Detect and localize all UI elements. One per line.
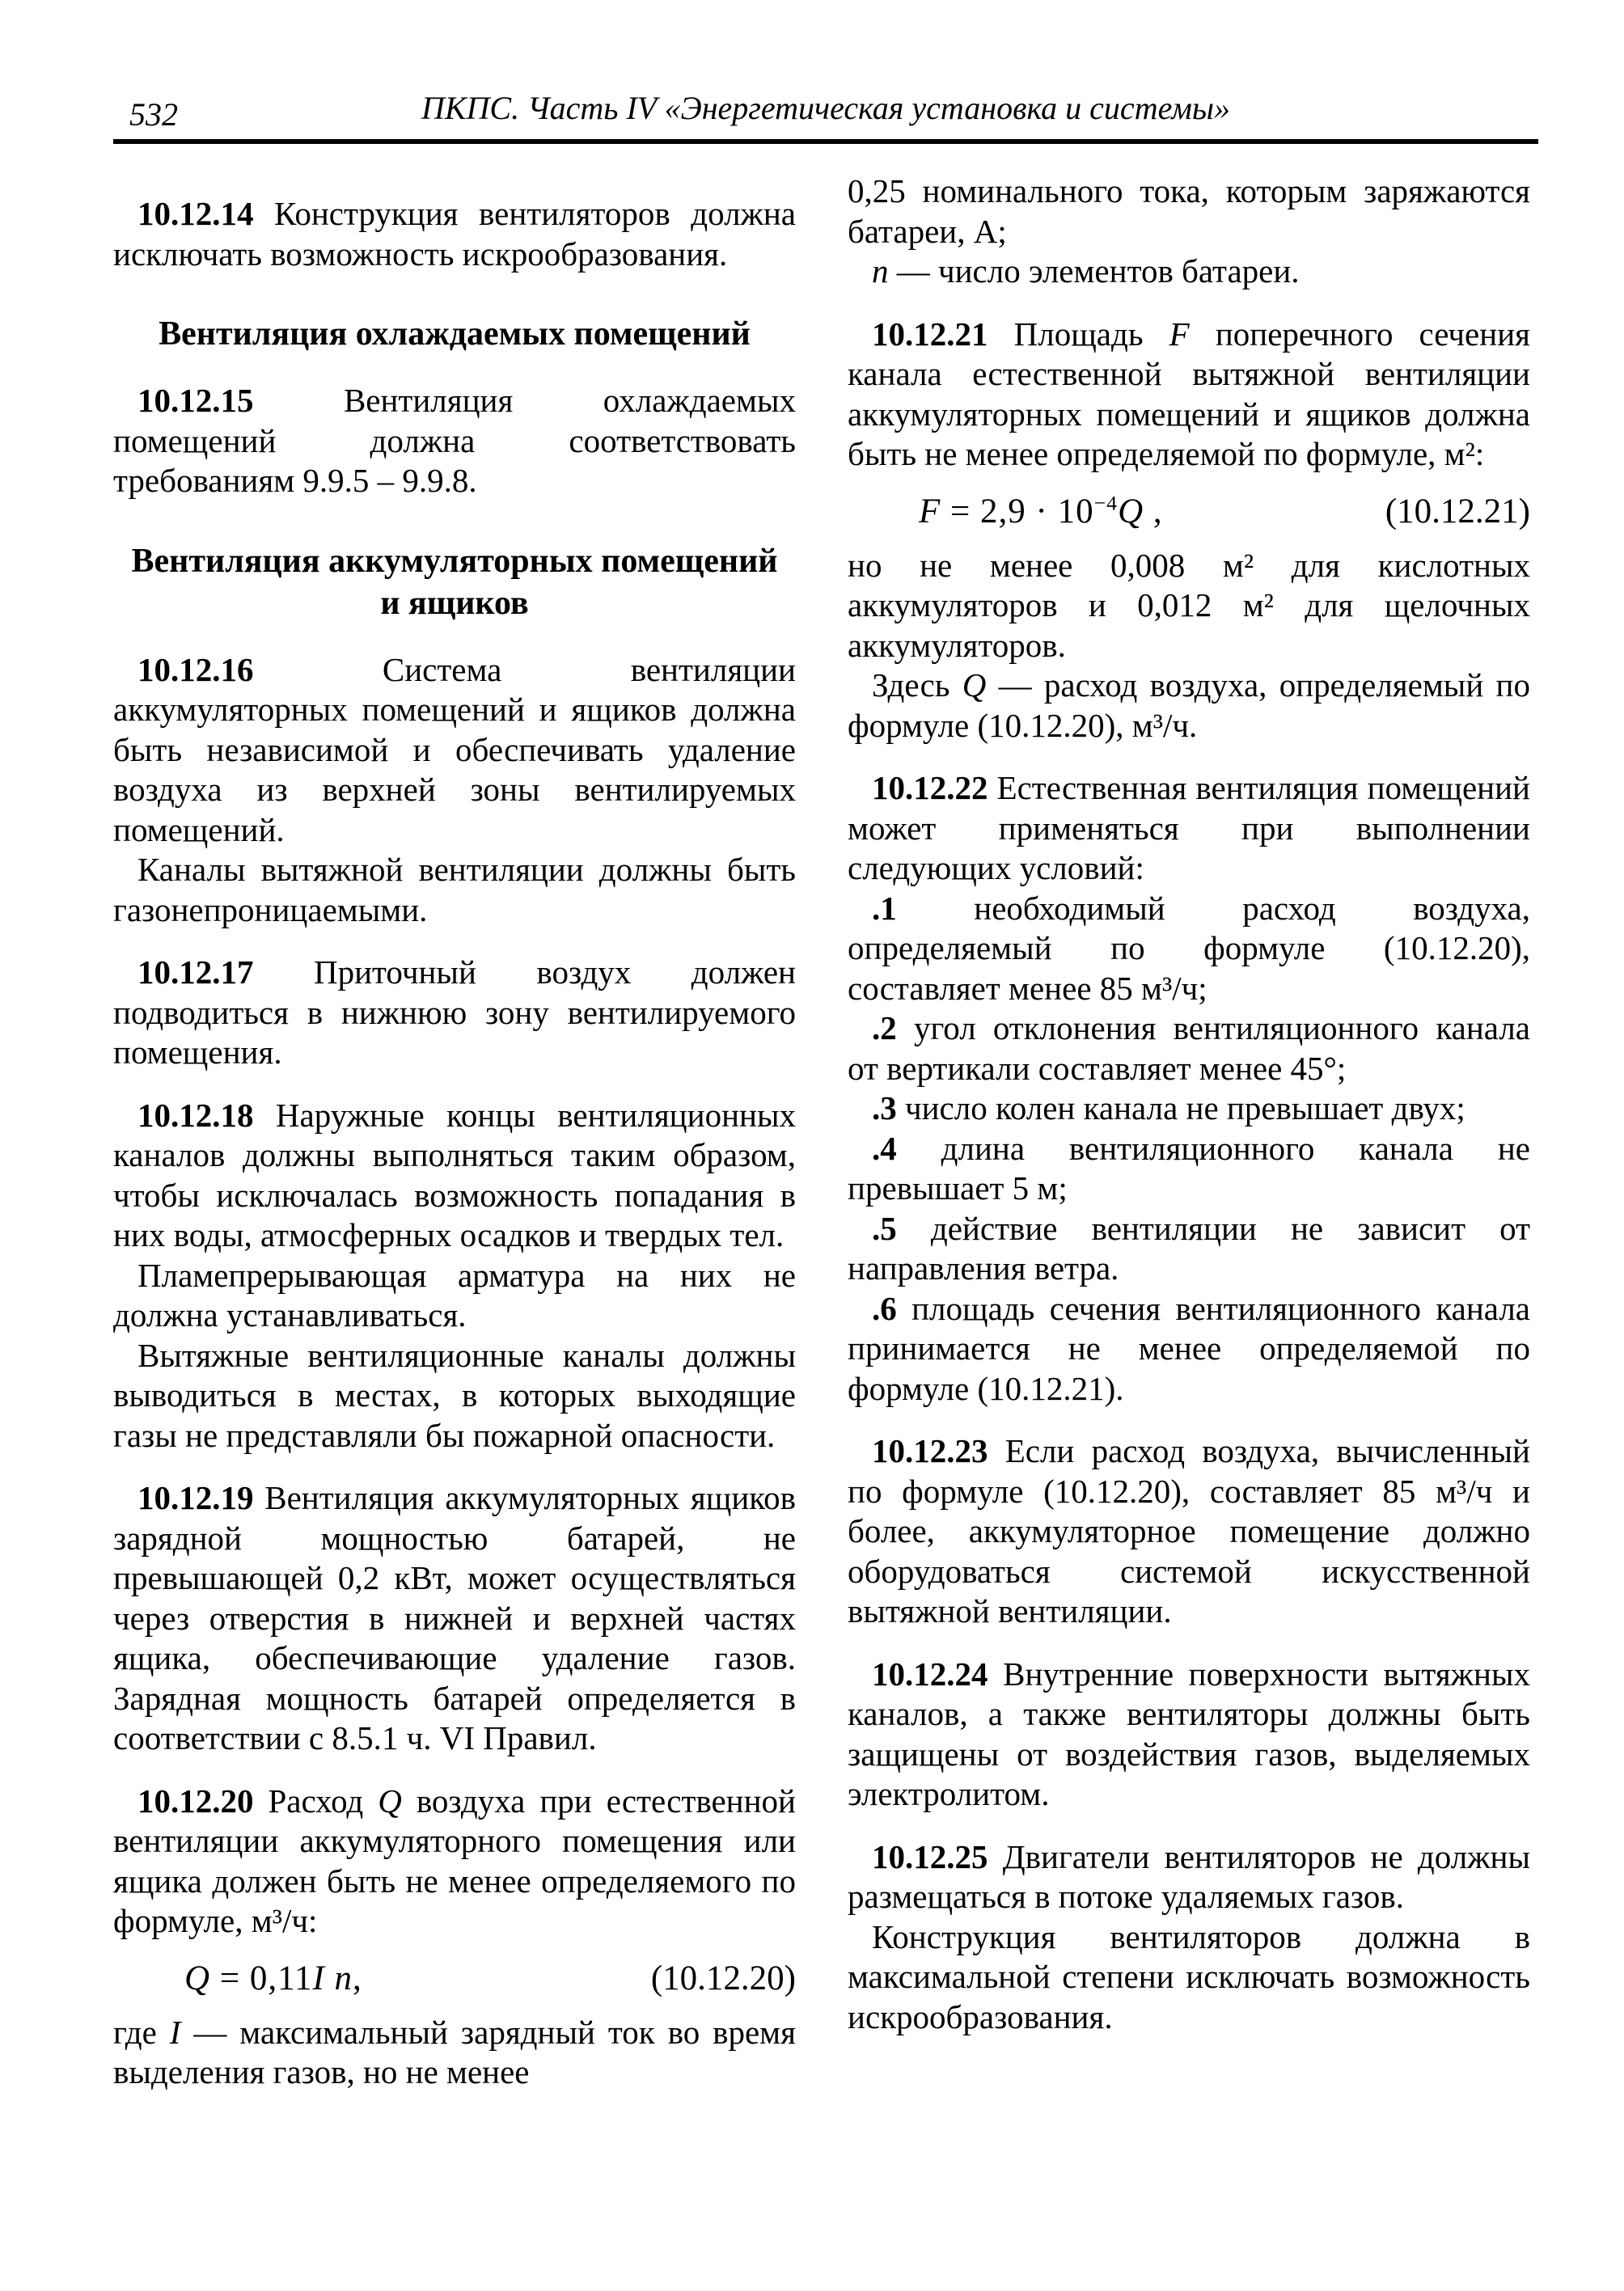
running-title: ПКПС. Часть IV «Энергетическая установка и системы»: [421, 90, 1230, 126]
paragraph: 10.12.24 Внутренние поверхности вытяжных каналов, а также вентиляторы должны быть защищены от воздействия газов, выделяемых электролитом.: [848, 1655, 1530, 1812]
text-run: ,: [1144, 492, 1163, 530]
paragraph: .6 площадь сечения вентиляционного канала принимается не менее определяемой по формуле (10.12.21).: [848, 1289, 1530, 1407]
paragraph: .5 действие вентиляции не зависит от направления ветра.: [848, 1209, 1531, 1287]
clause-number: 10.12.22: [872, 769, 997, 806]
paragraph: 0,25 номинального тока, которым заряжаются батареи, А;: [848, 172, 1530, 250]
clause-number: 10.12.19: [137, 1479, 265, 1516]
text-run: = 0,11: [210, 1959, 313, 1997]
page-number: 532: [129, 96, 178, 133]
paragraph: [848, 315, 1530, 475]
paragraph: 10.12.15 Вентиляция охлаждаемых помещений должна соответствовать требованиям 9.9.5 – 9.9.8.: [113, 382, 796, 499]
clause-number: 10.12.17: [137, 953, 314, 991]
clause-number: .3: [872, 1089, 905, 1126]
variable: Q: [1118, 492, 1144, 530]
paragraph: 10.12.23 Если расход воздуха, вычисленный по формуле (10.12.20), составляет 85 м³/ч и более, аккумуляторное помещение должно оборудоваться системой искусственной вытяжной вентиляции.: [848, 1432, 1530, 1629]
paragraph: 10.12.14 Конструкция вентиляторов должна исключать возможность искрообразования.: [113, 195, 796, 273]
paragraph: 10.12.16 Система вентиляции аккумуляторных помещений и ящиков должна быть независимой и обеспечивать удаление воздуха из верхней зоны вентилируемых помещений.: [113, 650, 796, 848]
paragraph: [848, 666, 1530, 746]
clause-number: .5: [872, 1209, 931, 1247]
text-run: поперечного сечения канала естественной вытяжной вентиляции аккумуляторных помещений и ящиков должна быть не менее определяемой по формуле, м²:: [848, 315, 1530, 472]
variable: I: [312, 1959, 325, 1997]
left-column: [113, 171, 796, 2093]
text-run: Расход: [268, 1782, 379, 1820]
clause-number: 10.12.14: [137, 195, 275, 232]
variable: Q: [962, 666, 987, 704]
paragraph: 10.12.25 Двигатели вентиляторов не должны размещаться в потоке удаляемых газов.: [848, 1837, 1530, 1915]
paragraph: .2 угол отклонения вентиляционного канала от вертикали составляет менее 45°;: [848, 1009, 1530, 1087]
text-run: — число элементов батареи.: [888, 252, 1300, 290]
formula-expression: [113, 1958, 362, 2000]
variable: F: [919, 492, 941, 530]
clause-number: .1: [872, 889, 975, 927]
paragraph: но не менее 0,008 м² для кислотных аккумуляторов и 0,012 м² для щелочных аккумуляторов.: [848, 546, 1530, 664]
clause-number: .2: [872, 1009, 914, 1046]
text-run: — расход воздуха, определяемый по формуле (10.12.20), м³/ч.: [848, 666, 1530, 744]
paragraph: Конструкция вентиляторов должна в максимальной степени исключать возможность искрообразования.: [848, 1917, 1530, 2035]
equation-number: (10.12.21): [1385, 492, 1530, 530]
paragraph: 10.12.17 Приточный воздух должен подводиться в нижнюю зону вентилируемого помещения.: [113, 953, 796, 1071]
paragraph: [113, 1782, 796, 1942]
clause-number: 10.12.25: [872, 1837, 1003, 1875]
paragraph: 10.12.22 Естественная вентиляция помещений может применяться при выполнении следующих условий:: [848, 769, 1530, 886]
paragraph: [848, 252, 1530, 292]
text-run: воздуха при естественной вентиляции аккумуляторного помещения или ящика должен быть не менее определяемого по формуле, м³/ч:: [113, 1782, 797, 1939]
text-run: [325, 1959, 335, 1997]
text-run: Здесь: [872, 666, 962, 704]
header-rule: [113, 139, 1538, 144]
clause-number: 10.12.16: [137, 650, 383, 688]
text-run: где: [113, 2013, 170, 2051]
clause-number: 10.12.18: [137, 1096, 276, 1134]
clause-number: 10.12.20: [137, 1782, 269, 1820]
clause-number: .4: [872, 1129, 941, 1167]
paragraph: .4 длина вентиляционного канала не превышает 5 м;: [848, 1129, 1530, 1207]
text-run: ,: [353, 1959, 362, 1997]
paragraph: 10.12.18 Наружные концы вентиляционных каналов должны выполняться таким образом, чтобы исключалась возможность попадания в них воды, атмосферных осадков и твердых тел.: [113, 1096, 796, 1253]
formula-expression: [848, 491, 1163, 533]
paragraph: 10.12.19 Вентиляция аккумуляторных ящиков зарядной мощностью батарей, не превышающей 0,2 кВт, может осуществляться через отверстия в нижней и верхней частях ящика, обеспечивающие удаление газов. Зарядная мощность батарей определяется в соответствии с 8.5.1 ч. VI Правил.: [113, 1479, 797, 1756]
right-column: [848, 171, 1530, 2093]
page-header: [113, 91, 1538, 150]
variable: Q: [184, 1959, 211, 1997]
formula: [848, 491, 1530, 533]
clause-number: 10.12.24: [872, 1655, 1004, 1693]
variable: F: [1169, 315, 1190, 353]
paragraph: Пламепрерывающая арматура на них не должна устанавливаться.: [113, 1256, 796, 1334]
paragraph: Каналы вытяжной вентиляции должны быть газонепроницаемыми.: [113, 851, 796, 928]
variable: I: [169, 2013, 181, 2051]
text-run: — максимальный зарядный ток во время выделения газов, но не менее: [113, 2013, 796, 2090]
paragraph: .1 необходимый расход воздуха, определяемый по формуле (10.12.20), составляет менее 85 м³/ч;: [848, 889, 1530, 1007]
text-run: Площадь: [1013, 315, 1169, 353]
equation-number: (10.12.20): [650, 1959, 796, 1997]
section-heading: Вентиляция аккумуляторных помещений и ящиков: [131, 542, 778, 622]
text-run: = 2,9 · 10: [941, 492, 1094, 530]
formula: [113, 1958, 796, 2000]
clause-number: .6: [872, 1289, 912, 1327]
clause-number: 10.12.23: [872, 1432, 1005, 1469]
variable: n: [872, 252, 889, 290]
variable: Q: [378, 1782, 402, 1820]
clause-number: 10.12.15: [137, 382, 344, 419]
text-columns: [113, 171, 1530, 2093]
paragraph: [113, 2013, 796, 2093]
variable: n: [334, 1959, 353, 1997]
paragraph: .3 число колен канала не превышает двух;: [872, 1089, 1465, 1126]
superscript: −4: [1093, 491, 1119, 515]
header-row: [113, 91, 1538, 133]
paragraph: Вытяжные вентиляционные каналы должны выводиться в местах, в которых выходящие газы не представляли бы пожарной опасности.: [113, 1336, 796, 1454]
section-heading: Вентиляция охлаждаемых помещений: [159, 315, 751, 353]
clause-number: 10.12.21: [872, 315, 1014, 353]
